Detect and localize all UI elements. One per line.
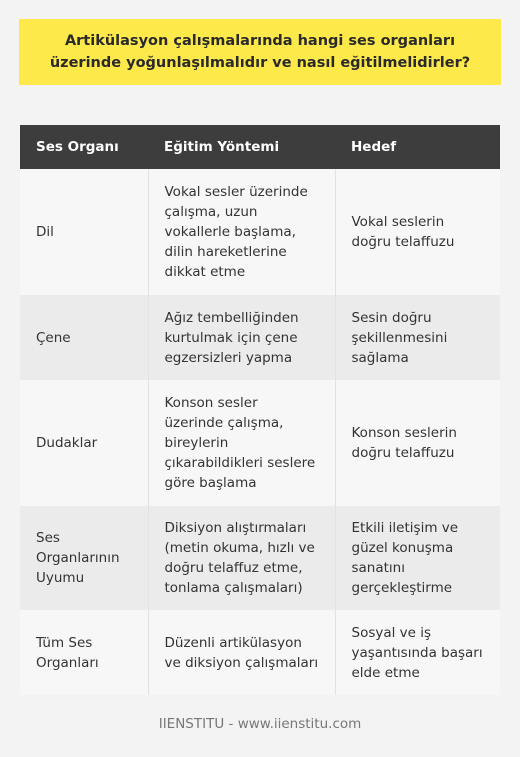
cell-method: Düzenli artikülasyon ve diksiyon çalışmaları <box>148 610 335 695</box>
header-hedef: Hedef <box>335 125 500 169</box>
cell-goal: Etkili iletişim ve güzel konuşma sanatını gerçekleştirme <box>335 506 500 610</box>
cell-organ: Dudaklar <box>20 380 148 506</box>
cell-goal: Sosyal ve iş yaşantısında başarı elde etme <box>335 610 500 695</box>
title-banner <box>19 19 501 85</box>
cell-method: Vokal sesler üzerinde çalışma, uzun vokallerle başlama, dilin hareketlerine dikkat etme <box>148 169 335 295</box>
info-table <box>20 125 500 695</box>
table-row <box>20 506 500 610</box>
cell-organ: Tüm Ses Organları <box>20 610 148 695</box>
cell-goal: Konson seslerin doğru telaffuzu <box>335 380 500 506</box>
table-row <box>20 169 500 295</box>
table-row <box>20 295 500 380</box>
cell-organ: Ses Organlarının Uyumu <box>20 506 148 610</box>
cell-organ: Dil <box>20 169 148 295</box>
cell-goal: Vokal seslerin doğru telaffuzu <box>335 169 500 295</box>
table-header-row <box>20 125 500 169</box>
cell-organ: Çene <box>20 295 148 380</box>
header-ses-organi: Ses Organı <box>20 125 148 169</box>
table-row <box>20 610 500 695</box>
cell-method: Konson sesler üzerinde çalışma, bireylerin çıkarabildikleri seslere göre başlama <box>148 380 335 506</box>
cell-method: Diksiyon alıştırmaları (metin okuma, hızlı ve doğru telaffuz etme, tonlama çalışmaları) <box>148 506 335 610</box>
cell-method: Ağız tembelliğinden kurtulmak için çene egzersizleri yapma <box>148 295 335 380</box>
cell-goal: Sesin doğru şekillenmesini sağlama <box>335 295 500 380</box>
header-egitim-yontemi: Eğitim Yöntemi <box>148 125 335 169</box>
table-row <box>20 380 500 506</box>
page-title: Artikülasyon çalışmalarında hangi ses organları üzerinde yoğunlaşılmalıdır ve nasıl eğitilmelidirler? <box>49 33 471 71</box>
footer-credit: IIENSTITU - www.iienstitu.com <box>158 716 362 732</box>
